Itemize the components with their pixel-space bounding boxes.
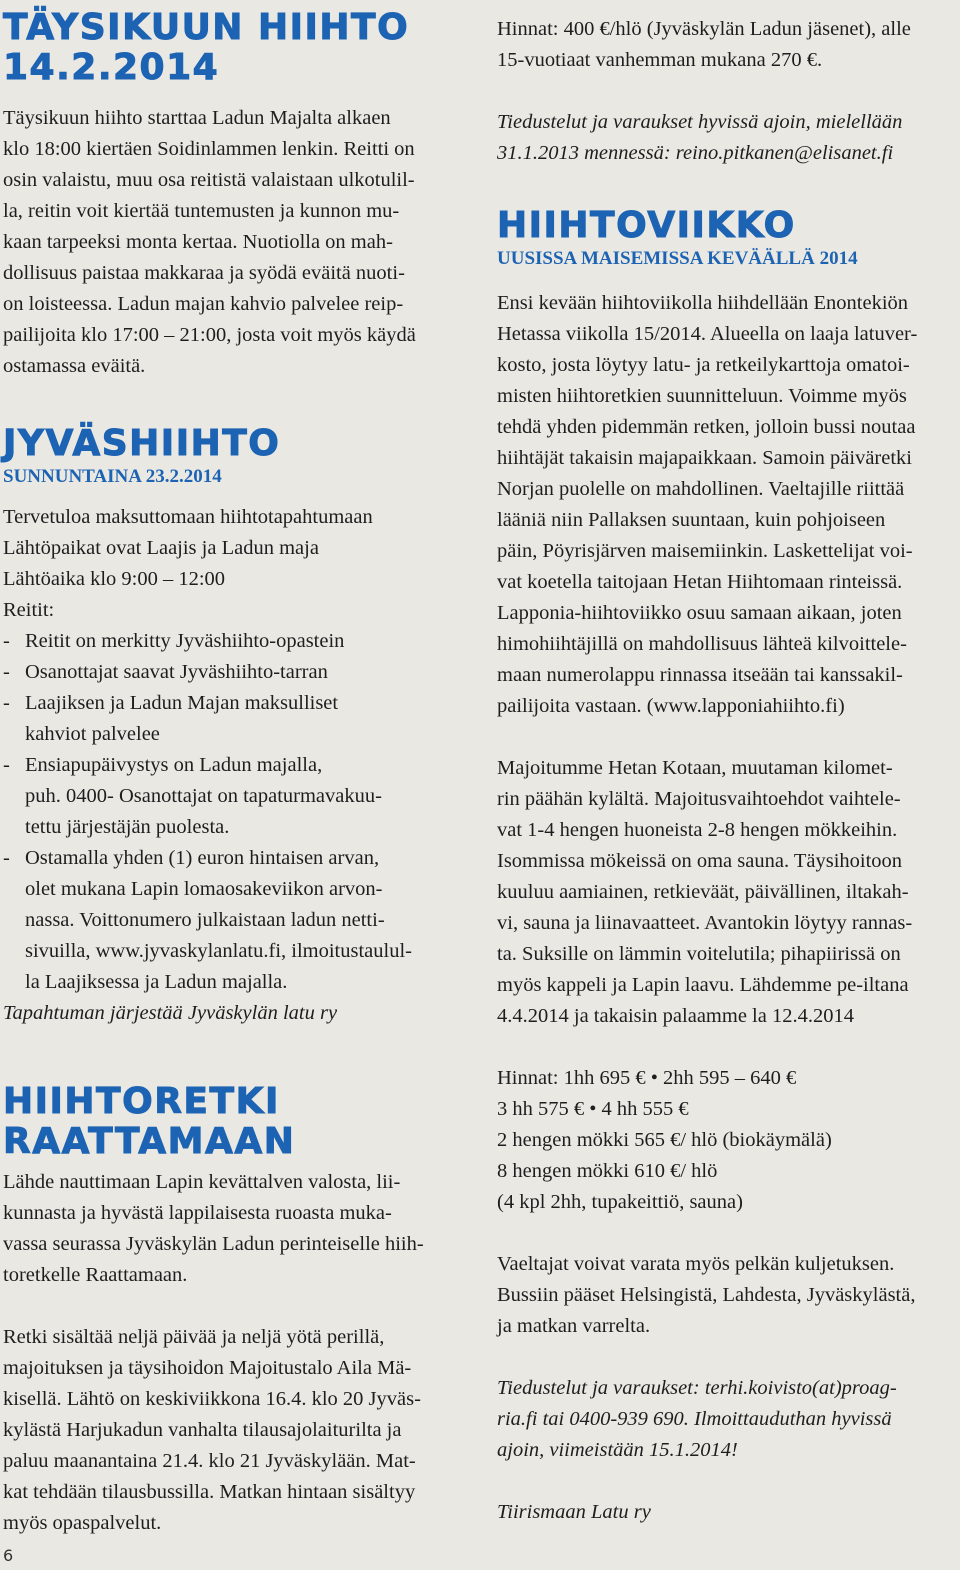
raattamaan-inquiry: Tiedustelut ja varaukset hyvissä ajoin, mielellään 31.1.2013 mennessä: reino.pitkanen@elisanet.fi <box>497 111 903 164</box>
section-body: Täysikuun hiihto starttaa Ladun Majalta alkaen klo 18:00 kiertäen Soidinlammen lenkin. Reitti on osin valaistu, muu osa reitistä valaistaan ulkotulil- la, reitin voit kiertää tuntemusten ja kunnon mu- kaan tarpeeksi monta kertaa. Nuotiolla on mah- dollisuus paistaa makkaraa ja syödä eväitä nuoti- on loisteessa. Ladun majan kahvio palvelee reip- pailijoita klo 17:00 – 21:00, josta voit myös käydä ostamassa eväitä. <box>3 107 416 377</box>
section-body: Ensi kevään hiihtoviikolla hiihdellään Enontekiön Hetassa viikolla 15/2014. Alueella on laaja latuver- kosto, josta löytyy latu- ja retkeilykarttoja omatoi- misten hiihtoretkien suunnitteluun. Voimme myös tehdä yhden pidemmän retken, jolloin bussi noutaa hiihtäjät takaisin majapaikkaan. Samoin päiväretki Norjan puolelle on mahdollinen. Vaeltajille riittää lääniä niin Pallaksen suuntaan, kuin pohjoiseen päin, Pöyrisjärven maisemiinkin. Laskettelijat voi- vat koetella taitojaan Hetan Hiihtomaan rinteissä. Lapponia-hiihtoviikko osuu samaan aikaan, joten himohiihtäjillä on mahdollisuus lähteä kilvoittele- maan numerolappu rinnassa itseään tai kanssakil- pailijoita vastaan. (www.lapponiahiihto.fi) Majoitumme Hetan Kotaan, muutaman kilomet- rin päähän kylältä. Majoitusvaihtoehdot vaihtele- vat 1-4 hengen huoneista 2-8 hengen mökkeihin. Isommissa mökeissä on oma sauna. Täysihoitoon kuuluu aamiainen, retkieväät, päivällinen, iltakah- vi, sauna ja liinavaatteet. Avantokin löytyy rannas- ta. Suksille on lämmin voitelutila; pihapiirissä on myös kappeli ja Lapin laavu. Lähdemme pe-iltana 4.4.2014 ja takaisin palaamme la 12.4.2014 Hinnat: 1hh 695 € • 2hh 595 – 640 € 3 hh 575 € • 4 hh 555 € 2 hengen mökki 565 €/ hlö (biokäymälä) 8 hengen mökki 610 €/ hlö (4 kpl 2hh, tupakeittiö, sauna) Vaeltajat voivat varata myös pelkän kuljetuksen. Bussiin pääset Helsingistä, Lahdesta, Jyväskylästä, ja matkan varrelta. Tiedustelut ja varaukset: terhi.koivisto(at)proag- ria.fi tai 0400-939 690. Ilmoittauduthan hyvissä ajoin, viimeistään 15.1.2014! Tiirismaan Latu ry <box>497 288 953 1528</box>
list-item: - Ensiapupäivystys on Ladun majalla, puh. 0400- Osanottajat on tapaturmavakuu- tettu järjestäjän puolesta. <box>3 754 382 838</box>
section-title: JYVÄSHIIHTO <box>3 423 281 464</box>
route-list <box>3 626 458 998</box>
section-body: Lähde nauttimaan Lapin kevättalven valosta, lii- kunnasta ja hyvästä lappilaisesta ruoasta muka- vassa seurassa Jyväskylän Ladun perinteiselle hiih- toretkelle Raattamaan. Retki sisältää neljä päivää ja neljä yötä perillä, majoituksen ja täysihoidon Majoitustalo Aila Mä- kisellä. Lähtö on keskiviikkona 16.4. klo 20 Jyväs- kylästä Harjukadun vanhalta tilausajolaiturilta ja paluu maanantaina 21.4. klo 21 Jyväskylään. Mat- kat tehdään tilausbussilla. Matkan hintaan sisältyy myös opaspalvelut. <box>3 1171 424 1534</box>
section-hiihtoretki-raattamaan <box>3 1082 458 1539</box>
price-line: Hinnat: 1hh 695 € • 2hh 595 – 640 € <box>497 1067 797 1089</box>
price-line: 3 hh 575 € • 4 hh 555 € <box>497 1098 689 1120</box>
section-subtitle: SUNNUNTAINA 23.2.2014 <box>3 466 222 487</box>
section-subtitle: UUSISSA MAISEMISSA KEVÄÄLLÄ 2014 <box>497 248 858 269</box>
list-item: - Laajiksen ja Ladun Majan maksulliset kahviot palvelee <box>3 692 339 745</box>
section-hiihtoviikko <box>497 206 953 1528</box>
price-line: 2 hengen mökki 565 €/ hlö (biokäymälä) <box>497 1129 832 1151</box>
section-title: HIIHTOVIIKKO <box>497 205 796 246</box>
section-body: Tervetuloa maksuttomaan hiihtotapahtumaan Lähtöpaikat ovat Laajis ja Ladun maja Lähtöaika klo 9:00 – 12:00 Reitit: - Reitit on merkitty Jyväshiihto-opastein - Osanottajat saavat Jyväshiihto-tarran - Laajiksen ja Ladun Majan maksulliset kahviot palvelee - Ensiapupäivystys on Ladun majalla, puh. 0400- Osanottajat on tapaturmavakuu- tettu järjestäjän puolesta. - Ostamalla yhden (1) euron hintaisen arvan, olet mukana Lapin lomaosakeviikon arvon- nassa. Voittonumero julkaistaan ladun netti- sivuilla, www.jyvaskylanlatu.fi, ilmoitustaulul- la Laajiksessa ja Ladun majalla. Tapahtuman järjestää Jyväskylän latu ry <box>3 502 458 1029</box>
inquiry-line: ajoin, viimeistään 15.1.2014! <box>497 1439 738 1461</box>
section-taysikuun-hiihto <box>3 8 458 382</box>
page-number: 6 <box>3 1546 14 1565</box>
section-jyvashiihto <box>3 424 458 1029</box>
section-title: TÄYSIKUUN HIIHTO 14.2.2014 <box>3 7 410 88</box>
raattamaan-prices: Hinnat: 400 €/hlö (Jyväskylän Ladun jäsenet), alle 15-vuotiaat vanhemman mukana 270 €. <box>497 18 911 71</box>
list-item: - Osanottajat saavat Jyväshiihto-tarran <box>3 661 328 683</box>
organizer-note: Tapahtuman järjestää Jyväskylän latu ry <box>3 1002 338 1024</box>
price-line: (4 kpl 2hh, tupakeittiö, sauna) <box>497 1191 743 1213</box>
inquiry-line: ria.fi tai 0400-939 690. Ilmoittauduthan hyvissä <box>497 1408 892 1430</box>
section-title: HIIHTORETKI RAATTAMAAN <box>3 1081 296 1162</box>
list-item: - Ostamalla yhden (1) euron hintaisen arvan, olet mukana Lapin lomaosakeviikon arvon- nassa. Voittonumero julkaistaan ladun netti- sivuilla, www.jyvaskylanlatu.fi, ilmoitustaulul- la Laajiksessa ja Ladun majalla. <box>3 847 412 993</box>
signature: Tiirismaan Latu ry <box>497 1501 651 1523</box>
list-item: - Reitit on merkitty Jyväshiihto-opastein <box>3 630 345 652</box>
inquiry-line: Tiedustelut ja varaukset: terhi.koivisto(at)proag- <box>497 1377 897 1399</box>
price-line: 8 hengen mökki 610 €/ hlö <box>497 1160 718 1182</box>
